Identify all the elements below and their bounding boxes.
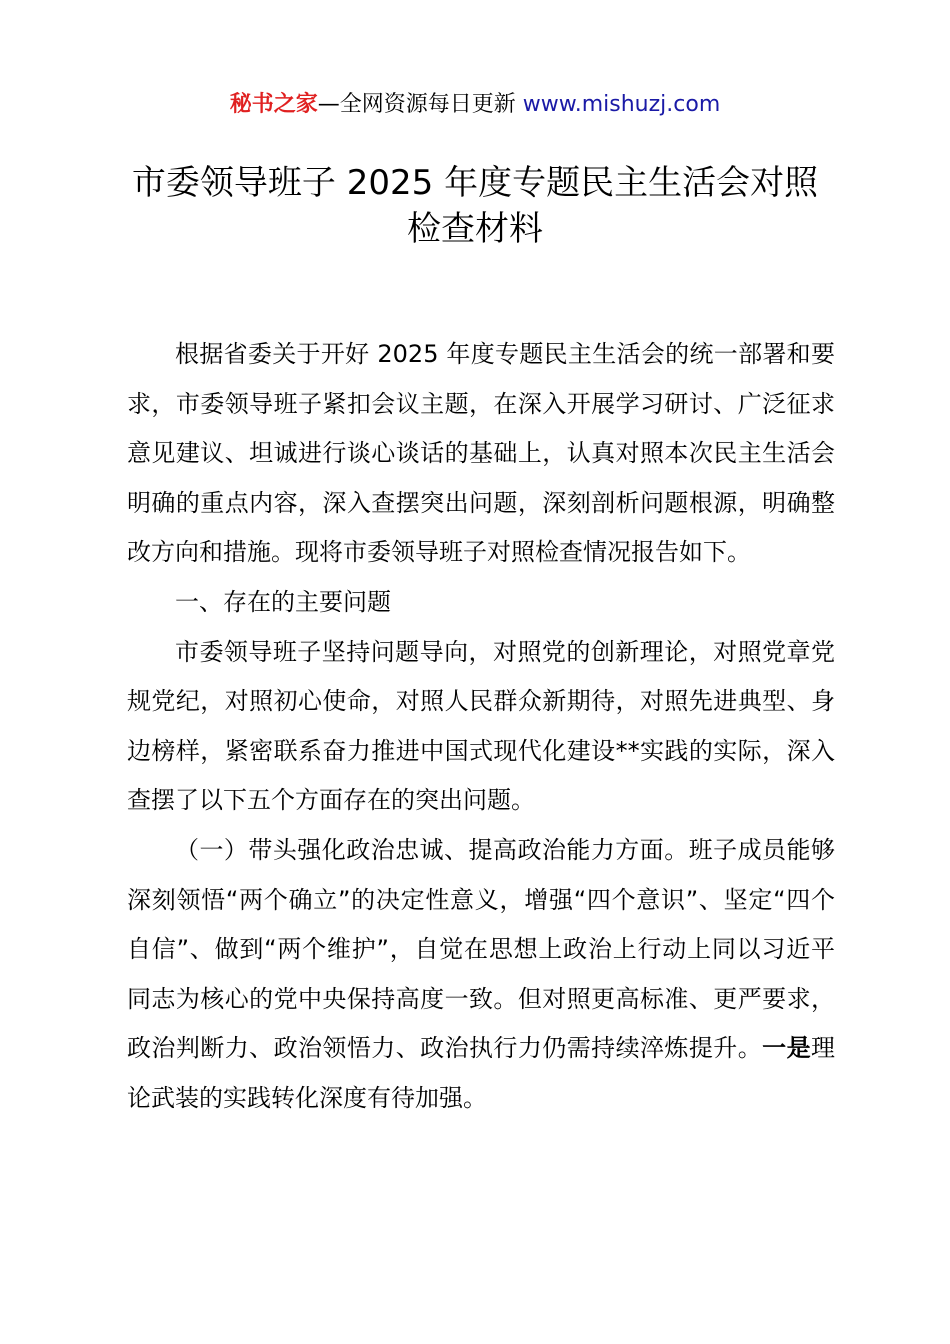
header-brand: 秘书之家 — [229, 92, 318, 117]
paragraph-subsection-1 — [127, 826, 835, 1124]
document-body — [127, 330, 835, 1124]
site-header — [0, 88, 950, 122]
paragraph-intro: 根据省委关于开好 2025 年度专题民主生活会的统一部署和要求，市委领导班子紧扣会议主题，在深入开展学习研讨、广泛征求意见建议、坦诚进行谈心谈话的基础上，认真对照本次民主生活会明确的重点内容，深入查摆突出问题，深刻剖析问题根源，明确整改方向和措施。现将市委领导班子对照检查情况报告如下。 — [127, 340, 835, 567]
subsection-1-text: （一）带头强化政治忠诚、提高政治能力方面。班子成员能够深刻领悟“两个确立”的决定性意义，增强“四个意识”、坚定“四个自信”、做到“两个维护”，自觉在思想上政治上行动上同以习近平同志为核心的党中央保持高度一致。但对照更高标准、更严要求，政治判断力、政治领悟力、政治执行力仍需持续淬炼提升。 — [127, 835, 835, 1063]
document-title-line-2: 检查材料 — [407, 209, 543, 249]
paragraph-section-1-intro: 市委领导班子坚持问题导向，对照党的创新理论，对照党章党规党纪，对照初心使命，对照人民群众新期待，对照先进典型、身边榜样，紧密联系奋力推进中国式现代化建设**实践的实际，深入查摆了以下五个方面存在的突出问题。 — [127, 637, 835, 815]
document-title-line-1: 市委领导班子 2025 年度专题民主生活会对照 — [131, 163, 819, 203]
document-title — [100, 160, 850, 252]
subsection-1-point-text: 理论武装的实践转化深度有待加强。 — [127, 1034, 835, 1112]
subsection-1-point-label: 一是 — [762, 1034, 811, 1063]
header-slogan: —全网资源每日更新 — [317, 92, 523, 117]
header-url-link[interactable]: www.mishuzj.com — [522, 92, 721, 117]
section-heading-1: 一、存在的主要问题 — [175, 587, 391, 616]
